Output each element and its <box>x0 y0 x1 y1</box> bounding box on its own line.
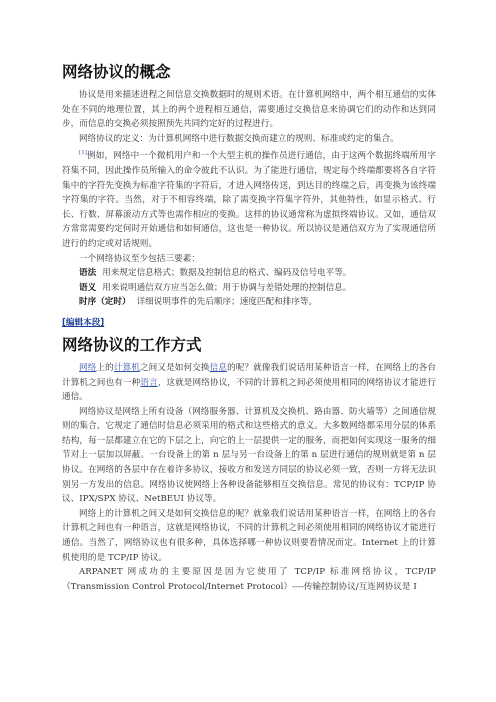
link-computer[interactable]: 计算机 <box>113 362 140 373</box>
paragraph-tcpip-usage: 网络上的计算机之间又是如何交换信息的呢？就象我们说话用某种语言一样，在网络上的各台计算机之间也有一种语言，这就是网络协议，不同的计算机之间必须使用相同的网络协议才能进行通信。当然了，网络协议也有很多种，具体选择哪一种协议则要看情况而定。Internet 上的计算机使用的是 TCP/IP 协议。 <box>62 508 436 563</box>
link-information[interactable]: 信息 <box>209 362 228 373</box>
section-title-protocol-working: 网络协议的工作方式 <box>62 335 202 354</box>
terminal-example-text: 例如，网络中一个微机用户和一个大型主机的操作员进行通信，由于这两个数据终端所用字符集不同，因此操作员所输入的命令彼此不认识。为了能进行通信，规定每个终端都要将各自字符集中的字符先变换为标准字符集的字符后，才进入网络传送，到达目的终端之后，再变换为该终端字符集的字符。当然，对于不相容终端，除了需变换字符集字符外，其他特性，如显示格式、行长、行数、屏幕滚动方式等也需作相应的变换。这样的协议通常称为虚拟终端协议。又如，通信双方常常需要约定何时开始通信和如何通信，这也是一种协议。所以协议是通信双方为了实现通信所进行的约定或对话规则。 <box>62 151 436 249</box>
definition-term: 语法 <box>79 268 97 279</box>
paragraph-protocol-description: 协议是用来描述进程之间信息交换数据时的规则术语。在计算机网络中，两个相互通信的实体处在不同的地理位置，其上的两个进程相互通信，需要通过交换信息来协调它们的动作和达到同步，而信息的交换必须按照预先共同约定好的过程进行。 <box>62 90 436 130</box>
paragraph-arpanet: ARPANET 网成功的主要原因是因为它使用了 TCP/IP 标准网络协议，TCP/IP（Transmission Control Protocol/Internet Protocol）----传输控制协议/互连网协议是 I <box>62 567 436 592</box>
definition-text: 用来说明通信双方应当怎么做；用于协调与差错处理的控制信息。 <box>102 282 352 293</box>
definition-text: 详细说明事件的先后顺序；速度匹配和排序等。 <box>136 297 318 308</box>
citation-ref[interactable]: [1] <box>79 150 87 157</box>
text-fragment: 的呢？就像我们说话用某种语言一样，在网络上的各台计算机之间也有一种 <box>62 362 436 388</box>
definition-syntax <box>62 266 436 281</box>
paragraph-protocol-definition: 网络协议的定义：为计算机网络中进行数据交换而建立的规则、标准或约定的集合。 <box>79 133 399 144</box>
paragraph-network-language <box>62 361 436 405</box>
text-fragment: 上的 <box>96 362 114 373</box>
definition-text: 用来规定信息格式；数据及控制信息的格式、编码及信号电平等。 <box>102 268 352 279</box>
definition-term: 语义 <box>79 282 97 293</box>
text-fragment: 之间又是如何交换 <box>139 362 210 373</box>
definition-term: 时序（定时） <box>79 297 131 308</box>
definition-semantics <box>62 281 436 296</box>
link-network[interactable]: 网络 <box>79 362 97 373</box>
definition-timing <box>62 295 436 310</box>
paragraph-three-elements-intro: 一个网络协议至少包括三要素： <box>79 253 201 264</box>
paragraph-terminal-example <box>62 146 436 251</box>
link-language[interactable]: 语言 <box>140 377 158 388</box>
text-fragment: ，这就是网络协议，不同的计算机之间必须使用相同的网络协议才能进行通信。 <box>62 377 436 403</box>
edit-section-link[interactable]: [编辑本段] <box>62 317 105 328</box>
section-title-protocol-concept: 网络协议的概念 <box>62 63 171 81</box>
paragraph-layered-protocols: 网络协议是网络上所有设备（网络服务器、计算机及交换机、路由器、防火墙等）之间通信规则的集合，它规定了通信时信息必须采用的格式和这些格式的意义。大多数网络都采用分层的体系结构，每一层都建立在它的下层之上，向它的上一层提供一定的服务，而把如何实现这一服务的细节对上一层加以屏蔽。一台设备上的第 n 层与另一台设备上的第 n 层进行通信的规则就是第 n 层协议。在网络的各层中存在着许多协议，接收方和发送方同层的协议必须一致，否则一方将无法识别另一方发出的信息。网络协议使网络上各种设备能够相互交换信息。常见的协议有：TCP/IP 协议、IPX/SPX 协议、NetBEUI 协议等。 <box>62 406 436 505</box>
